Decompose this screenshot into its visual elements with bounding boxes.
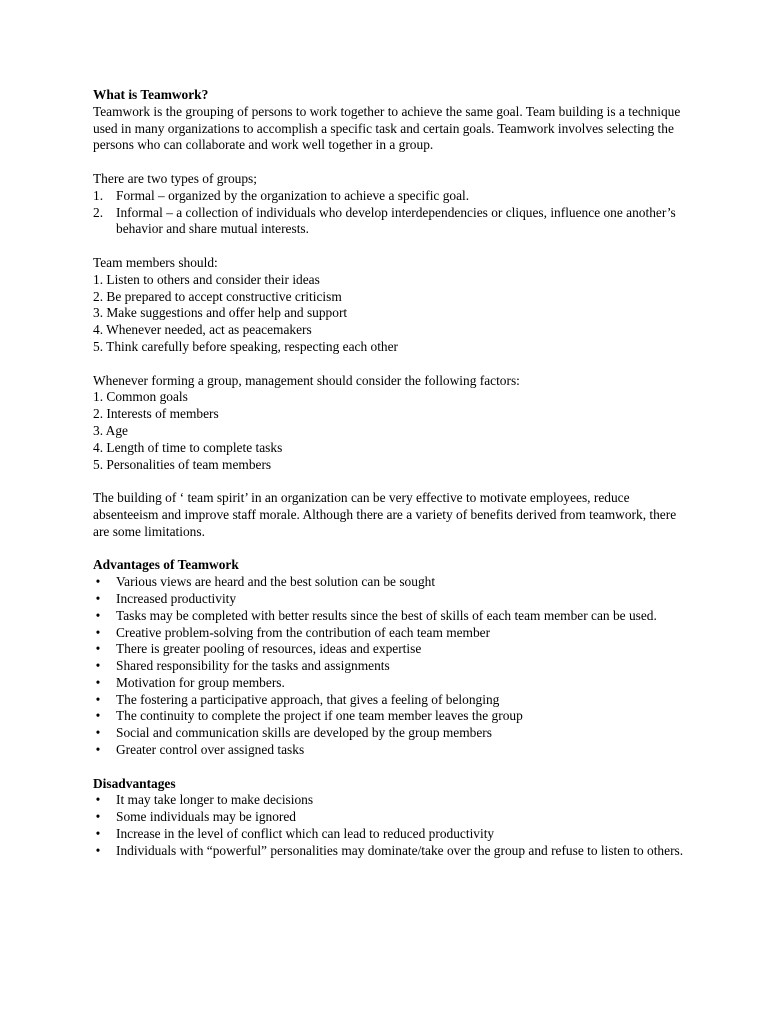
list-item: 3. Make suggestions and offer help and support xyxy=(93,305,348,321)
list-item: 1. Common goals xyxy=(93,389,188,405)
factors-intro: Whenever forming a group, management should consider the following factors: xyxy=(93,372,520,388)
spacer xyxy=(93,238,693,255)
list-item-text: Informal – a collection of individuals who develop interdependencies or cliques, influence one another’s behavior and share mutual interests. xyxy=(116,204,676,237)
bullet-icon: • xyxy=(95,624,101,640)
disadvantages-list xyxy=(93,792,693,859)
list-item: 4. Length of time to complete tasks xyxy=(93,439,283,455)
list-item xyxy=(93,625,693,642)
list-number: 1. xyxy=(93,187,104,203)
bullet-icon: • xyxy=(95,641,101,657)
spacer xyxy=(93,154,693,171)
list-item-text: It may take longer to make decisions xyxy=(116,792,314,808)
team-spirit-paragraph: The building of ‘ team spirit’ in an organization can be very effective to motivate employees, reduce absenteeism and improve staff morale. Although there are a variety of benefits derived from teamwork, there are some limitations. xyxy=(93,490,677,539)
list-item xyxy=(93,188,693,205)
list-item xyxy=(93,591,693,608)
bullet-icon: • xyxy=(95,574,101,590)
bullet-icon: • xyxy=(95,842,101,858)
bullet-icon: • xyxy=(95,725,101,741)
list-item xyxy=(93,792,693,809)
list-item-text: Social and communication skills are developed by the group members xyxy=(116,725,492,741)
advantages-heading: Advantages of Teamwork xyxy=(93,557,239,573)
list-item: 5. Personalities of team members xyxy=(93,456,272,472)
list-item-text: The fostering a participative approach, that gives a feeling of belonging xyxy=(116,691,500,707)
spacer xyxy=(93,356,693,373)
teamwork-definition: Teamwork is the grouping of persons to work together to achieve the same goal. Team building is a technique used in many organizations to accomplish a specific task and certain goals. Teamwork involves selecting the persons who can collaborate and work well together in a group. xyxy=(93,103,681,153)
list-item-text: The continuity to complete the project if one team member leaves the group xyxy=(116,708,523,724)
list-item-text: Motivation for group members. xyxy=(116,674,285,690)
list-item-text: Individuals with “powerful” personalities may dominate/take over the group and refuse to listen to others. xyxy=(116,842,684,858)
spacer xyxy=(93,541,693,558)
list-item: 2. Interests of members xyxy=(93,406,219,422)
list-item-text: Greater control over assigned tasks xyxy=(116,742,305,758)
spacer xyxy=(93,759,693,776)
list-item-text: Tasks may be completed with better results since the best of skills of each team member can be used. xyxy=(116,607,657,623)
list-item xyxy=(93,708,693,725)
list-item-text: There is greater pooling of resources, ideas and expertise xyxy=(116,641,422,657)
bullet-icon: • xyxy=(95,809,101,825)
spacer xyxy=(93,473,693,490)
bullet-icon: • xyxy=(95,708,101,724)
list-item-text: Various views are heard and the best solution can be sought xyxy=(116,574,436,590)
member-duties-list xyxy=(93,272,693,356)
list-item xyxy=(93,725,693,742)
list-item xyxy=(93,843,693,860)
list-item-text: Some individuals may be ignored xyxy=(116,809,297,825)
list-item: 1. Listen to others and consider their ideas xyxy=(93,271,320,287)
factors-list xyxy=(93,389,693,473)
list-item xyxy=(93,608,693,625)
list-item xyxy=(93,826,693,843)
advantages-list xyxy=(93,574,693,759)
members-intro: Team members should: xyxy=(93,254,218,270)
list-item: 2. Be prepared to accept constructive criticism xyxy=(93,288,342,304)
list-item: 3. Age xyxy=(93,422,128,438)
list-item-text: Increased productivity xyxy=(116,590,237,606)
groups-intro: There are two types of groups; xyxy=(93,170,257,186)
bullet-icon: • xyxy=(95,658,101,674)
list-item xyxy=(93,675,693,692)
list-item xyxy=(93,692,693,709)
list-item xyxy=(93,641,693,658)
disadvantages-heading: Disadvantages xyxy=(93,775,176,791)
bullet-icon: • xyxy=(95,826,101,842)
list-item-text: Formal – organized by the organization to achieve a specific goal. xyxy=(116,187,470,203)
bullet-icon: • xyxy=(95,607,101,623)
bullet-icon: • xyxy=(95,792,101,808)
teamwork-heading: What is Teamwork? xyxy=(93,87,209,102)
bullet-icon: • xyxy=(95,674,101,690)
document-page xyxy=(93,87,693,860)
list-item: 5. Think carefully before speaking, respecting each other xyxy=(93,338,399,354)
list-item-text: Shared responsibility for the tasks and assignments xyxy=(116,658,390,674)
bullet-icon: • xyxy=(95,742,101,758)
list-item: 4. Whenever needed, act as peacemakers xyxy=(93,322,312,338)
group-types-list xyxy=(93,188,693,238)
list-number: 2. xyxy=(93,204,104,220)
list-item-text: Creative problem-solving from the contribution of each team member xyxy=(116,624,491,640)
bullet-icon: • xyxy=(95,590,101,606)
list-item xyxy=(93,658,693,675)
list-item xyxy=(93,809,693,826)
list-item xyxy=(93,742,693,759)
list-item xyxy=(93,574,693,591)
bullet-icon: • xyxy=(95,691,101,707)
list-item xyxy=(93,205,693,239)
list-item-text: Increase in the level of conflict which can lead to reduced productivity xyxy=(116,826,495,842)
